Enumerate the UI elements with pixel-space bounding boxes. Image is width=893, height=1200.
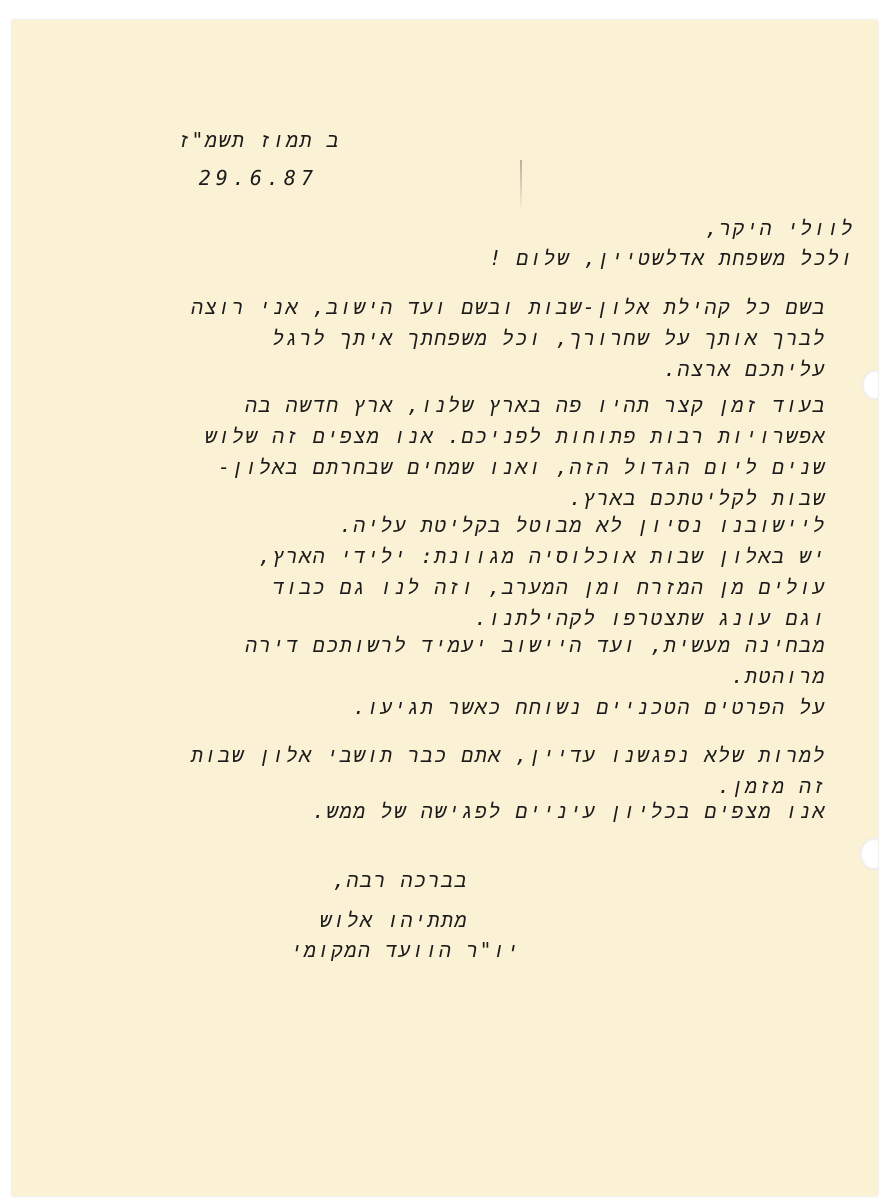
greeting-line-2: ולכל משפחת אדלשטיין, שלום ! xyxy=(489,246,854,270)
paragraph-3 xyxy=(46,510,826,634)
paragraph-line: מרוהטת. xyxy=(731,664,826,688)
signature-name: מתתיהו אלוש xyxy=(319,908,468,932)
paragraph-line: אפשרויות רבות פתוחות לפניכם. אנו מצפים זה שלוש xyxy=(204,424,826,448)
date-hebrew: ב תמוז תשמ"ז xyxy=(177,128,340,152)
paragraph-line: זה מזמן. xyxy=(717,774,826,798)
signature-block xyxy=(168,908,520,978)
paragraph-line: שנים ליום הגדול הזה, ואנו שמחים שבחרתם באלון- xyxy=(218,455,826,479)
paragraph-line: וגם עונג שתצטרפו לקהילתנו. xyxy=(474,606,826,630)
date-numeric: 29.6.87 xyxy=(198,166,318,190)
paper-crease xyxy=(520,160,522,212)
paragraph-line: עולים מן המזרח ומן המערב, וזה לנו גם כבוד xyxy=(272,575,826,599)
paragraph-line: בעוד זמן קצר תהיו פה בארץ שלנו, ארץ חדשה בה xyxy=(245,393,826,417)
greeting xyxy=(74,216,854,286)
closing-line: בברכה רבה, xyxy=(332,868,468,892)
greeting-line-1: לוולי היקר, xyxy=(705,216,854,240)
paragraph-line: בשם כל קהילת אלון-שבות ובשם ועד הישוב, אני רוצה xyxy=(191,295,826,319)
paragraph-line: עליתכם ארצה. xyxy=(663,357,826,381)
paragraph-5 xyxy=(46,692,826,723)
paragraph-line: על הפרטים הטכניים נשוחח כאשר תגיעו. xyxy=(353,695,826,719)
punch-hole-top xyxy=(862,370,878,400)
paragraph-line: ליישובנו נסיון לא מבוטל בקליטת עליה. xyxy=(339,513,826,537)
date-block xyxy=(80,128,340,198)
letter-page xyxy=(12,20,878,1196)
paragraph-6 xyxy=(46,740,826,833)
paragraph-line: יש באלון שבות אוכלוסיה מגוונת: ילידי הארץ, xyxy=(258,544,826,568)
paragraph-line: לברך אותך על שחרורך, וכל משפחתך איתך לרגל xyxy=(272,326,826,350)
closing xyxy=(168,868,468,898)
paragraph-line: מבחינה מעשית, ועד היישוב יעמיד לרשותכם דירה xyxy=(245,633,826,657)
punch-hole-bottom xyxy=(860,838,878,870)
paragraph-1 xyxy=(46,292,826,388)
paragraph-4 xyxy=(46,630,826,692)
paragraph-line: שבות לקליטתכם בארץ. xyxy=(569,486,826,510)
paragraph-line: למרות שלא נפגשנו עדיין, אתם כבר תושבי אלון שבות xyxy=(191,743,826,767)
paragraph-2 xyxy=(46,390,826,514)
signature-title: יו"ר הוועד המקומי xyxy=(290,938,520,962)
paragraph-line: אנו מצפים בכליון עיניים לפגישה של ממש. xyxy=(312,799,826,823)
